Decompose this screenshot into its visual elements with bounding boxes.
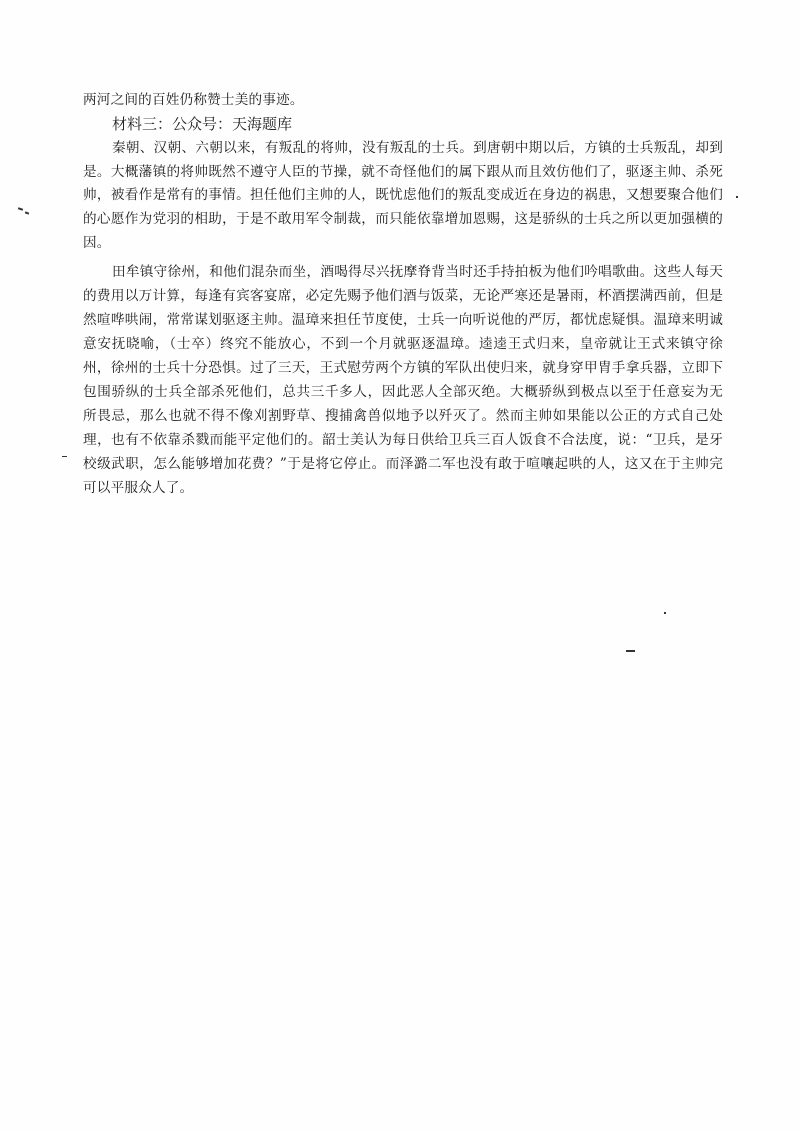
paragraph2-line-3: 然喧哗哄闹，常常谋划驱逐主帅。温璋来担任节度使，士兵一向听说他的严厉，都忧虑疑惧。温璋来明诚 [83,312,723,328]
intro-line: 两河之间的百姓仍称赞士美的事迹。 [83,92,304,108]
scan-mark-left-2 [25,211,29,214]
paragraph1-line-2: 是。大概藩镇的将帅既然不遵守人臣的节操，就不奇怪他们的属下跟从而且效仿他们了，驱逐主帅、杀死 [83,164,723,180]
paragraph2-line-6: 包围骄纵的士兵全部杀死他们，总共三千多人，因此恶人全部灭绝。大概骄纵到极点以至于任意妄为无 [83,384,723,400]
paragraph2-line-1: 田牟镇守徐州，和他们混杂而坐，酒喝得尽兴抚摩脊背当时还手持拍板为他们吟唱歌曲。这些人每天 [112,264,723,280]
scan-mark-right-1 [736,196,738,198]
paragraph2-line-2: 的费用以万计算，每逢有宾客宴席，必定先赐予他们酒与饭菜，无论严寒还是暑雨，杯酒摆满西前，但是 [83,288,723,304]
paragraph2-line-9: 校级武职，怎么能够增加花费？”于是将它停止。而泽潞二军也没有敢于喧嚷起哄的人，这又在于主帅完 [83,456,723,472]
paragraph2-line-7: 所畏忌，那么也就不得不像刈割野草、搜捕禽兽似地予以歼灭了。然而主帅如果能以公正的方式自己处 [83,408,723,424]
paragraph2-line-5: 州，徐州的士兵十分恐惧。过了三天，王式慰劳两个方镇的军队出使归来，就身穿甲胄手拿兵器，立即下 [83,360,723,376]
paragraph2-line-4: 意安抚晓喻，（士卒）终究不能放心，不到一个月就驱逐温璋。逵逵王式归来，皇帝就让王式来镇守徐 [83,336,723,352]
paragraph1-line-4: 的心愿作为党羽的相助，于是不敢用军令制裁，而只能依靠增加恩赐，这是骄纵的士兵之所以更加强横的 [83,211,723,227]
paragraph1-line-3: 帅，被看作是常有的事情。担任他们主帅的人，既忧虑他们的叛乱变成近在身边的祸患，又想要聚合他们 [83,187,723,203]
scan-mark-left-1 [18,207,23,211]
paragraph2-line-8: 理，也有不依靠杀戮而能平定他们的。韶士美认为每日供给卫兵三百人饭食不合法度，说：“卫兵，是牙 [83,432,723,448]
scan-dash-right [626,650,635,652]
scan-mark-left-3 [62,456,67,457]
paragraph2-line-10: 可以平服众人了。 [83,480,194,496]
material-heading: 材料三：公众号：天海题库 [112,115,293,133]
paragraph1-line-5: 因。 [83,235,111,251]
scan-mark-right-2 [664,612,666,614]
paragraph1-line-1: 秦朝、汉朝、六朝以来，有叛乱的将帅，没有叛乱的士兵。到唐朝中期以后，方镇的士兵叛乱，却到 [112,140,723,156]
